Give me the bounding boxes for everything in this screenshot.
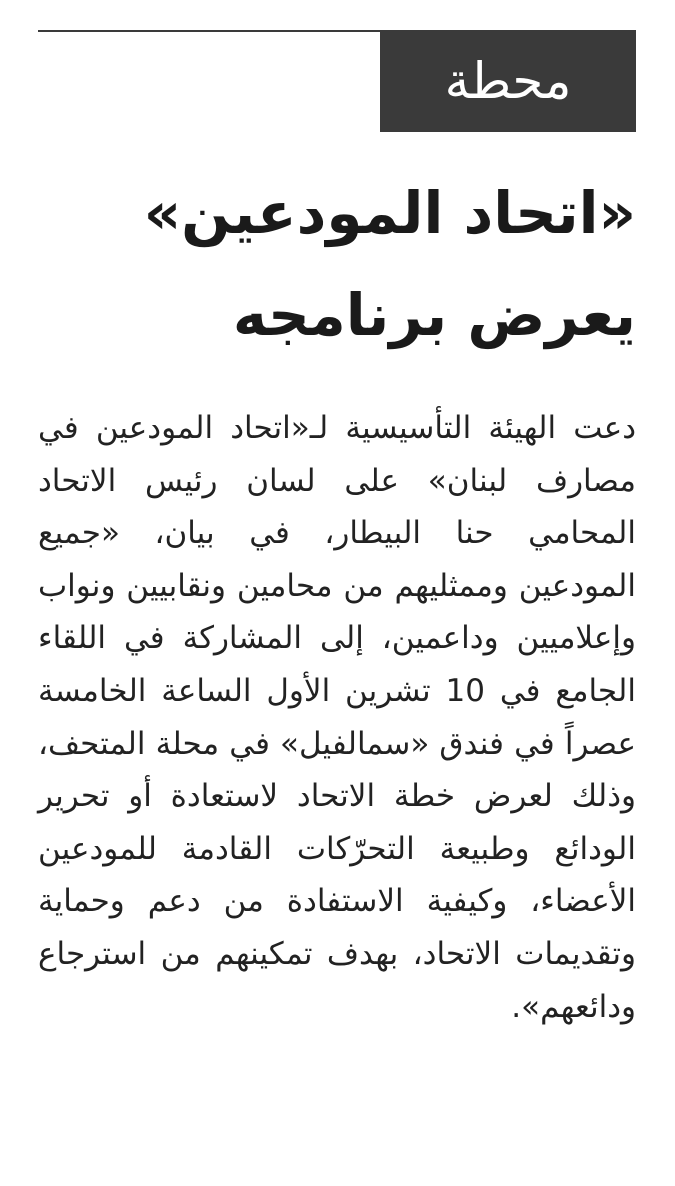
- article-body: دعت الهيئة التأسيسية لـ«اتحاد المودعين في مصارف لبنان» على لسان رئيس الاتحاد المحامي حنا البيطار، في بيان، «جميع المودعين وممثليهم من محامين ونقابيين ونواب وإعلاميين وداعمين، إلى المشاركة في اللقاء الجامع في 10 تشرين الأول الساعة الخامسة عصراً في فندق «سمالفيل» في محلة المتحف، وذلك لعرض خطة الاتحاد لاستعادة أو تحرير الودائع وطبيعة التحرّكات القادمة للمودعين الأعضاء، وكيفية الاستفادة من دعم وحماية وتقديمات الاتحاد، بهدف تمكينهم من استرجاع ودائعهم».: [38, 410, 636, 1025]
- article-headline: «اتحاد المودعين» يعرض برنامجه: [143, 179, 636, 349]
- section-label: محطة: [380, 30, 636, 132]
